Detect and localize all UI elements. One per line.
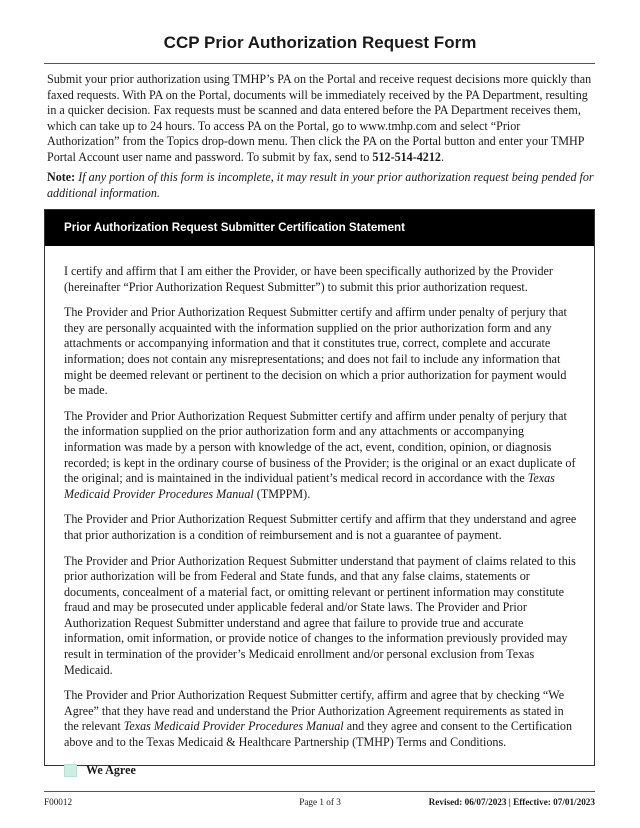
certification-paragraph-4: The Provider and Prior Authorization Request Submitter certify and affirm that they understand and agree that prior authorization is a condition of reimbursement and is not a guarantee of payment. [64, 512, 577, 542]
certification-paragraph-3 [64, 409, 578, 503]
intro-end: . [440, 149, 444, 164]
certification-paragraph-6 [64, 688, 578, 750]
p6-manual-title: Texas Medicaid Provider Procedures Manual [123, 719, 344, 734]
p3-manual-title: Texas Medicaid Provider Procedures Manual [64, 471, 555, 501]
fax-number: 512-514-4212 [372, 149, 441, 164]
title-divider [44, 63, 595, 64]
certification-paragraph-5: The Provider and Prior Authorization Request Submitter understand that payment of claims related to this prior authorization will be from Federal and State funds, and that any false claims, statements or documents, concealment of a material fact, or omitting relevant or pertinent information may constitute fraud and may be prosecuted under applicable federal and/or State laws. The Provider and Prior Authorization Request Submitter understand and agree that failure to provide true and accurate information, omit information, or provide notice of changes to the information previously provided may result in termination of the provider’s Medicaid enrollment and/or personal exclusion from Texas Medicaid. [64, 553, 576, 677]
certification-header: Prior Authorization Request Submitter Certification Statement [45, 210, 594, 246]
p6-text: The Provider and Prior Authorization Request Submitter certify, affirm and agree that by checking “We Agree” that they have read and understand the Prior Authorization Agreement requirements as stated in the relevant [64, 688, 565, 734]
certification-body [64, 264, 578, 778]
p3-text: The Provider and Prior Authorization Request Submitter certify and affirm under penalty of perjury that the information supplied on the prior authorization form and any attachments or accompanying information was made by a person with knowledge of the act, event, condition, opinion, or diagnosis recorded; is kept in the ordinary course of business of the Provider; is the original or an exact duplicate of the original; and is maintained in the individual patient’s medical record in accordance with the [64, 408, 576, 486]
agree-row[interactable] [64, 763, 578, 779]
intro-text: Submit your prior authorization using TMHP’s PA on the Portal and receive request decisions more quickly than faxed requests. With PA on the Portal, documents will be immediately received by the PA Department, resulting in a quicker decision. Fax requests must be scanned and data entered before the PA Department receives them, which can take up to 24 hours. To access PA on the Portal, go to www.tmhp.com and select “Prior Authorization” from the Topics drop-down menu. Then click the PA on the Portal button and enter your TMHP Portal Account user name and password. To submit by fax, send to [47, 72, 592, 164]
certification-panel [44, 209, 595, 777]
page-number: Page 1 of 3 [299, 797, 341, 807]
p3-end: (TMPPM). [253, 486, 311, 501]
certification-paragraph-1: I certify and affirm that I am either the Provider, or have been specifically authorized by the Provider (hereinafter “Prior Authorization Request Submitter”) to submit this prior authorization request. [64, 264, 553, 294]
p6-end: and they agree and consent to the Certification above and to the Texas Medicaid & Healthcare Partnership (TMHP) Terms and Conditions. [64, 719, 573, 750]
we-agree-label[interactable]: We Agree [86, 762, 136, 777]
note-text: If any portion of this form is incomplete, it may result in your prior authorization request being pended for additional information. [47, 170, 594, 200]
revision-dates: Revised: 06/07/2023 | Effective: 07/01/2023 [428, 797, 595, 807]
certification-paragraph-2: The Provider and Prior Authorization Request Submitter certify and affirm under penalty of perjury that they are personally acquainted with the information supplied on the prior authorization form and any attachments or accompanying information and that it constitutes true, correct, complete and accurate information; does not contain any misrepresentations; and does not fail to include any information that might be deemed relevant or pertinent to the decision on which a prior authorization for payment would be made. [64, 305, 567, 398]
form-id: F00012 [44, 797, 73, 807]
intro-paragraph [47, 72, 595, 166]
note-paragraph [47, 170, 595, 201]
page-title: CCP Prior Authorization Request Form [163, 33, 477, 52]
we-agree-checkbox[interactable] [64, 764, 77, 777]
note-label: Note: [47, 170, 76, 184]
footer-divider [44, 791, 595, 792]
